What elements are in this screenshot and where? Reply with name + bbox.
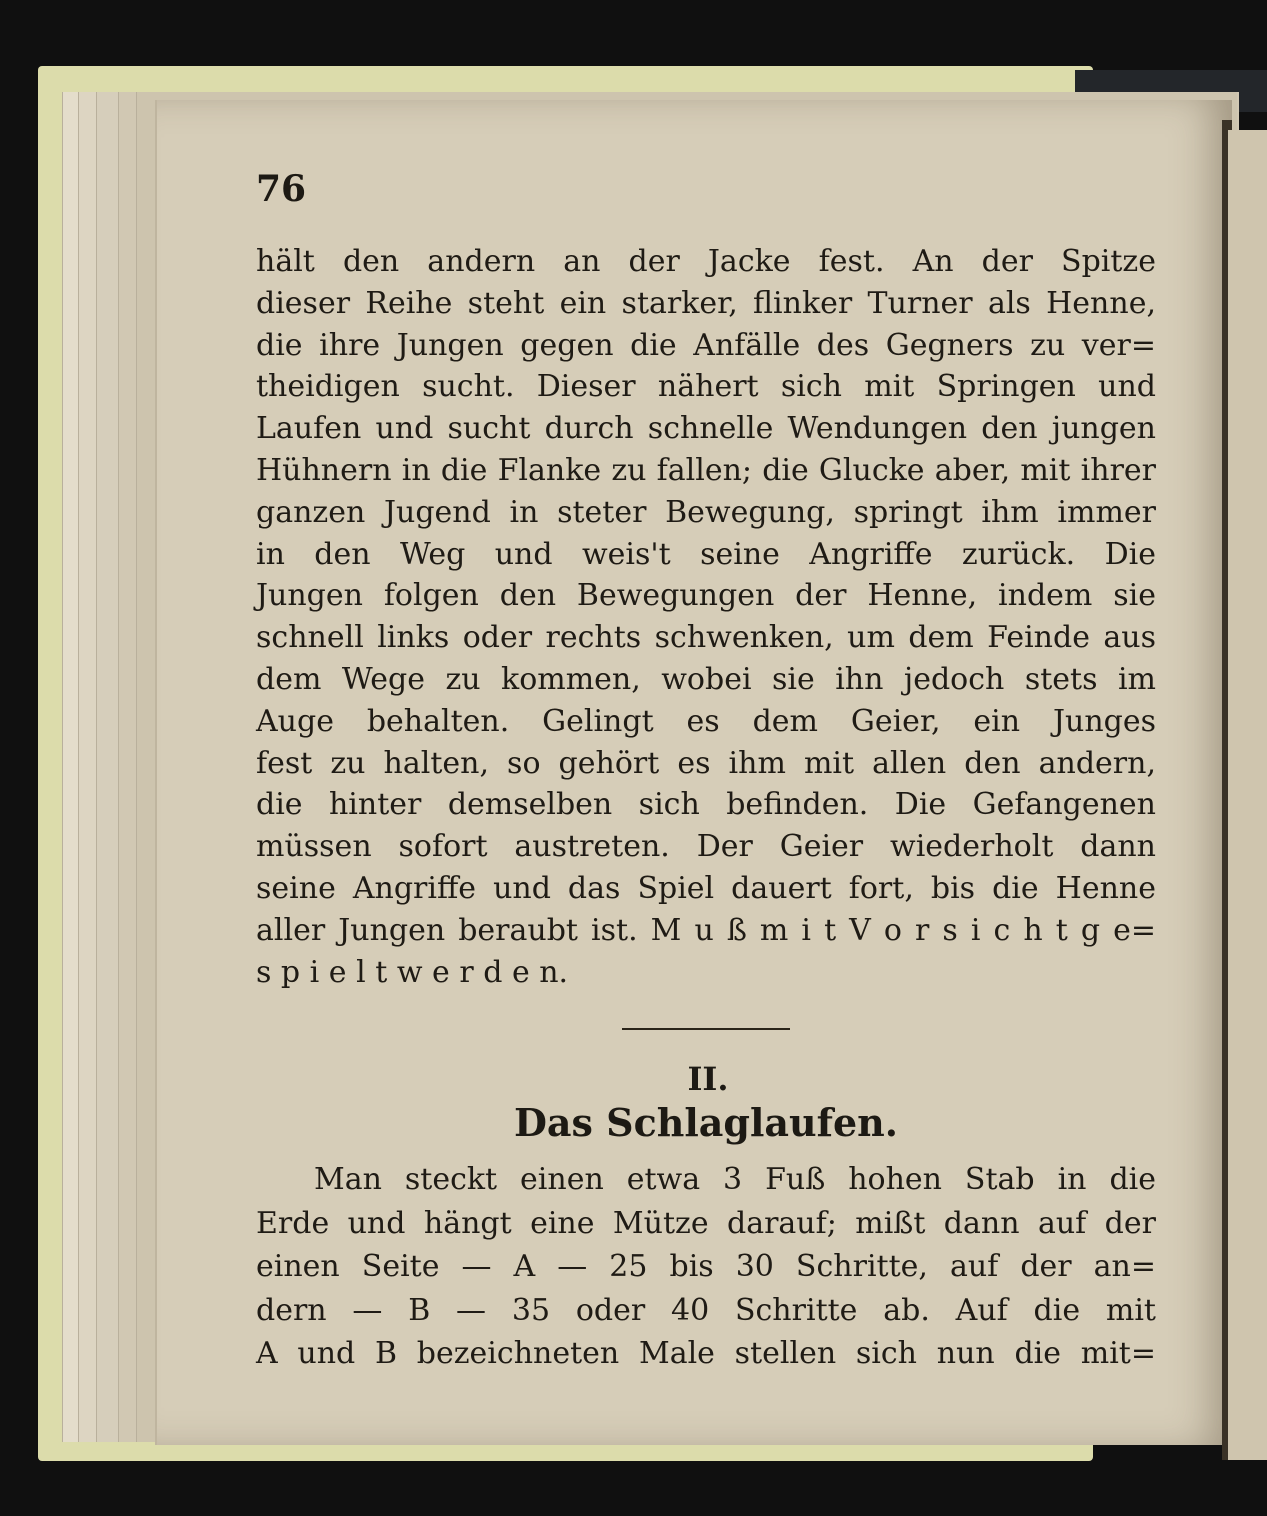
page-number: 76	[256, 168, 307, 210]
facing-page-edge	[1228, 130, 1267, 1460]
text-line: ganzen Jugend in steter Bewegung, springt ihm immer	[256, 494, 1156, 530]
text-line: einen Seite — A — 25 bis 30 Schritte, auf der an=	[256, 1249, 1156, 1285]
text-line: Erde und hängt eine Mütze darauf; mißt dann auf der	[256, 1205, 1156, 1241]
text-line: Hühnern in die Flanke zu fallen; die Glucke aber, mit ihrer	[256, 452, 1156, 488]
section-paragraph	[256, 1158, 1156, 1376]
text-line: dem Wege zu kommen, wobei sie ihn jedoch stets im	[256, 661, 1156, 697]
paragraph	[256, 241, 1156, 993]
text-line: fest zu halten, so gehört es ihm mit allen den andern,	[256, 745, 1156, 781]
section-title: Das Schlaglaufen.	[513, 1100, 899, 1145]
text-line: in den Weg und weis't seine Angriffe zurück. Die	[256, 536, 1156, 572]
text-line: die hinter demselben sich befinden. Die Gefangenen	[256, 787, 1156, 823]
text-line: A und B bezeichneten Male stellen sich nun die mit=	[256, 1336, 1156, 1372]
text-line: Laufen und sucht durch schnelle Wendungen den jungen	[256, 411, 1156, 447]
text-line: die ihre Jungen gegen die Anfälle des Gegners zu ver=	[256, 327, 1156, 363]
text-line: aller Jungen beraubt ist. M u ß m i t V o r s i c h t g e=	[256, 912, 1156, 948]
text-line: seine Angriffe und das Spiel dauert fort, bis die Henne	[256, 870, 1156, 906]
text-line: dieser Reihe steht ein starker, flinker Turner als Henne,	[256, 285, 1156, 321]
text-line: schnell links oder rechts schwenken, um dem Feinde aus	[256, 620, 1156, 656]
text-line: Jungen folgen den Bewegungen der Henne, indem sie	[256, 578, 1156, 614]
text-line: müssen sofort austreten. Der Geier wiederholt dann	[256, 829, 1156, 865]
text-line: hält den andern an der Jacke fest. An der Spitze	[256, 244, 1156, 279]
section-number: II.	[687, 1060, 729, 1098]
text-line: Auge behalten. Gelingt es dem Geier, ein Junges	[256, 703, 1156, 739]
text-line: dern — B — 35 oder 40 Schritte ab. Auf die mit	[256, 1292, 1156, 1328]
text-line: s p i e l t w e r d e n.	[256, 954, 569, 990]
text-line: Man steckt einen etwa 3 Fuß hohen Stab in die	[314, 1162, 1156, 1197]
text-line: theidigen sucht. Dieser nähert sich mit Springen und	[256, 369, 1156, 405]
section-divider	[622, 1028, 790, 1030]
